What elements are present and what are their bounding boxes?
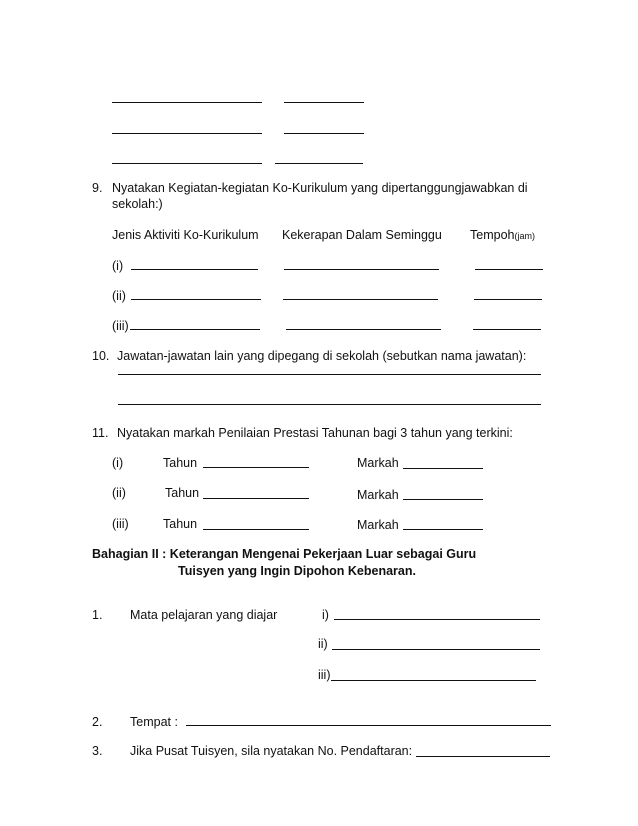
part2-q2-place-field[interactable] [186, 725, 551, 726]
q11-row-3-year-field[interactable] [203, 529, 309, 530]
q11-row-2-num: (ii) [112, 486, 126, 500]
q11-row-3-mark-label: Markah [357, 518, 399, 532]
top-blank-right-3[interactable] [275, 163, 363, 164]
part2-heading-line1: Bahagian II : Keterangan Mengenai Pekerjaan Luar sebagai Guru [92, 547, 477, 561]
q11-row-3-mark-field[interactable] [403, 529, 483, 530]
q9-col-frequency: Kekerapan Dalam Seminggu [282, 228, 442, 242]
top-blank-right-1[interactable] [284, 102, 364, 103]
q9-col-duration-label: Tempoh [470, 228, 515, 242]
q11-row-1-mark-label: Markah [357, 456, 399, 470]
part2-q2-text: Tempat : [130, 715, 178, 729]
q9-row-2-num: (ii) [112, 289, 126, 303]
q9-col-duration-unit: (jam) [514, 231, 535, 241]
part2-q1-number: 1. [92, 608, 103, 622]
top-blank-left-3[interactable] [112, 163, 262, 164]
q9-row-1-num: (i) [112, 259, 124, 273]
part2-q1-text: Mata pelajaran yang diajar [130, 608, 278, 622]
q10-number: 10. [92, 349, 110, 363]
part2-q3-number: 3. [92, 744, 103, 758]
q9-row-3-duration-field[interactable] [473, 329, 541, 330]
q11-row-1-year-field[interactable] [203, 467, 309, 468]
top-blank-left-1[interactable] [112, 102, 262, 103]
q9-col-duration [470, 228, 535, 242]
q9-col-activity: Jenis Aktiviti Ko-Kurikulum [112, 228, 259, 242]
q11-row-1-mark-field[interactable] [403, 468, 483, 469]
q11-row-2-year-label: Tahun [165, 486, 200, 500]
q9-row-2-duration-field[interactable] [474, 299, 542, 300]
q9-row-3-num: (iii) [112, 319, 129, 333]
q9-row-1-duration-field[interactable] [475, 269, 543, 270]
q9-row-3-activity-field[interactable] [130, 329, 260, 330]
q11-row-3-num: (iii) [112, 517, 129, 531]
part2-q1-item-2-num: ii) [318, 637, 328, 651]
q10-answer-line-2[interactable] [118, 404, 541, 405]
part2-q3-registration-field[interactable] [416, 756, 550, 757]
part2-q3-text: Jika Pusat Tuisyen, sila nyatakan No. Pendaftaran: [130, 744, 413, 758]
part2-q1-item-1-field[interactable] [334, 619, 540, 620]
top-blank-left-2[interactable] [112, 133, 262, 134]
q9-row-1-frequency-field[interactable] [284, 269, 439, 270]
q11-row-1-num: (i) [112, 456, 124, 470]
q9-text-line2: sekolah:) [112, 197, 163, 211]
q9-row-3-frequency-field[interactable] [286, 329, 441, 330]
part2-q1-item-3-field[interactable] [331, 680, 536, 681]
q11-row-2-mark-field[interactable] [403, 499, 483, 500]
part2-q1-item-2-field[interactable] [332, 649, 540, 650]
part2-q1-item-1-num: i) [322, 608, 329, 622]
q11-row-2-mark-label: Markah [357, 488, 399, 502]
top-blank-right-2[interactable] [284, 133, 364, 134]
q11-number: 11. [92, 426, 109, 440]
q11-text: Nyatakan markah Penilaian Prestasi Tahunan bagi 3 tahun yang terkini: [117, 426, 513, 440]
q11-row-3-year-label: Tahun [163, 517, 198, 531]
q10-text: Jawatan-jawatan lain yang dipegang di sekolah (sebutkan nama jawatan): [117, 349, 527, 363]
q11-row-1-year-label: Tahun [163, 456, 198, 470]
q9-number: 9. [92, 181, 103, 195]
part2-q1-item-3-num: iii) [318, 668, 331, 682]
q9-row-1-activity-field[interactable] [131, 269, 258, 270]
part2-heading-line2: Tuisyen yang Ingin Dipohon Kebenaran. [178, 564, 416, 578]
q9-text-line1: Nyatakan Kegiatan-kegiatan Ko-Kurikulum yang dipertanggungjawabkan di [112, 181, 528, 195]
part2-q2-number: 2. [92, 715, 103, 729]
q9-row-2-frequency-field[interactable] [283, 299, 438, 300]
q10-answer-line-1[interactable] [118, 374, 541, 375]
q9-row-2-activity-field[interactable] [131, 299, 261, 300]
q11-row-2-year-field[interactable] [203, 498, 309, 499]
